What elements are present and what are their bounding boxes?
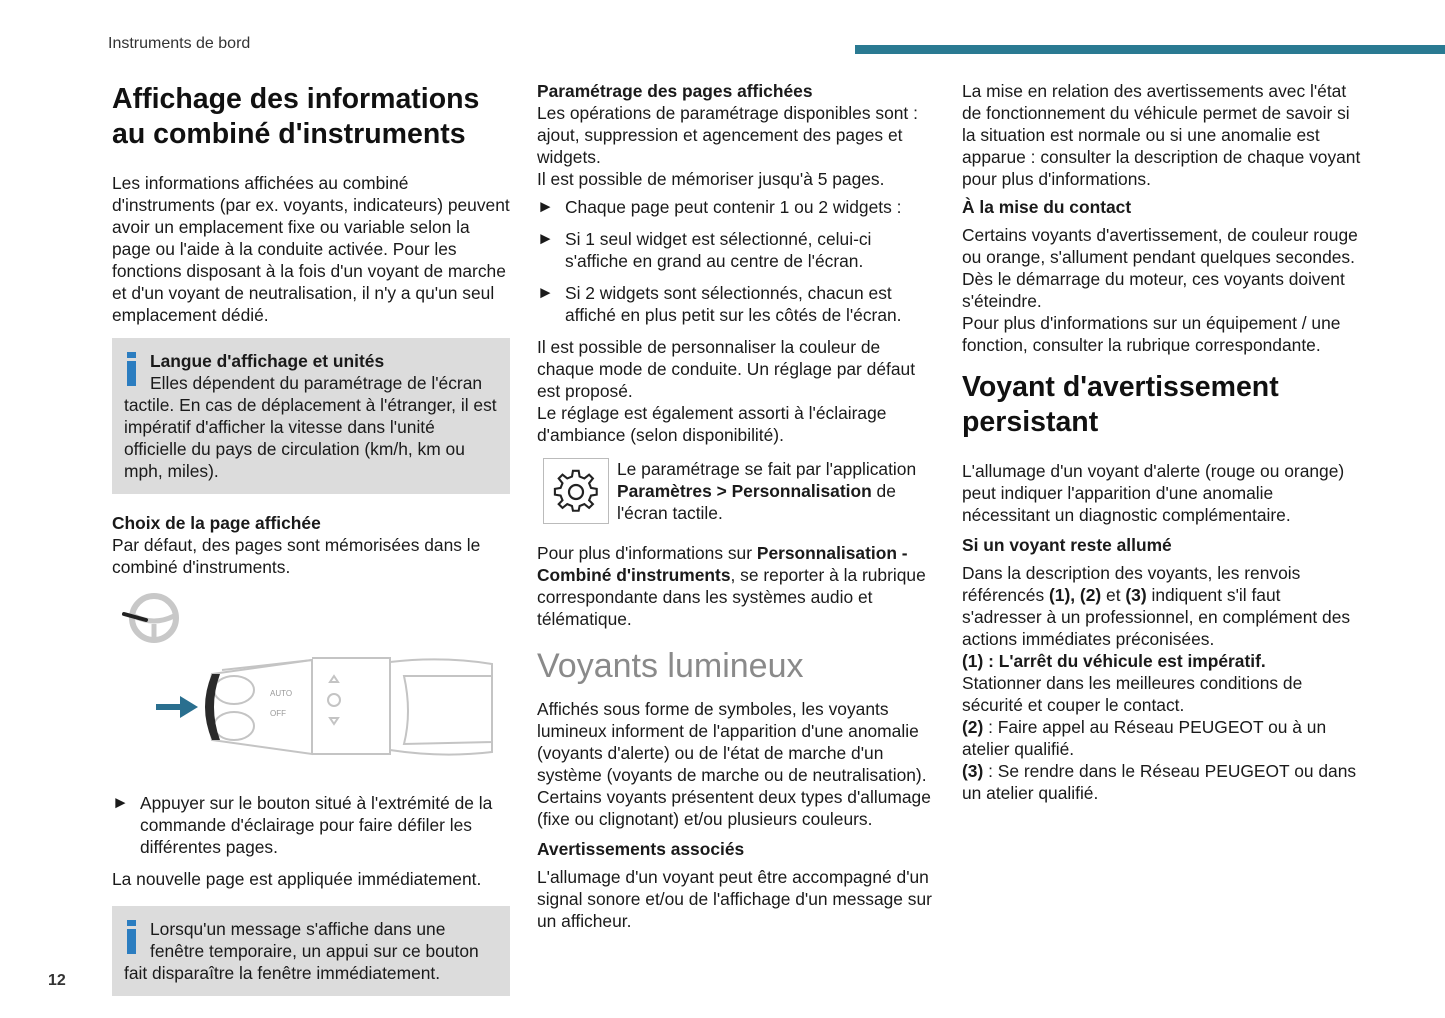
column-1 (112, 80, 510, 1014)
section-title: Affichage des informations au combiné d'instruments (112, 83, 480, 150)
info-box-title: Langue d'affichage et unités (150, 351, 385, 371)
svg-text:OFF: OFF (270, 709, 286, 718)
info-icon (124, 920, 138, 954)
bullet-two-widgets: ► Si 2 widgets sont sélectionnés, chacun est affiché en plus petit sur les côtés de l'écran. (537, 283, 902, 325)
more-info-paragraph: Pour plus d'informations sur Personnalisation - Combiné d'instruments, se reporter à la rubrique correspondante dans les systèmes audio et télématique. (537, 543, 926, 629)
intro-paragraph: Les informations affichées au combiné d'instruments (par ex. voyants, indicateurs) peuvent avoir un emplacement fixe ou variable selon la page ou l'aide à la conduite activée. Pour les fonctions disposant à la fois d'un voyant de marche et d'un voyant de neutralisation, il n'y a qu'un seul emplacement dédié. (112, 173, 510, 325)
subheading-ignition: À la mise du contact (962, 197, 1132, 217)
new-page-text: La nouvelle page est appliquée immédiatement. (112, 869, 482, 889)
header-accent-bar (855, 45, 1445, 54)
gear-icon (543, 458, 609, 524)
bullet-press-button: ► Appuyer sur le bouton situé à l'extrémité de la commande d'éclairage pour faire défiler les différentes pages. (112, 793, 493, 857)
subheading-page-choice: Choix de la page affichée (112, 513, 321, 533)
arrow-icon (156, 696, 198, 718)
persistent-warning-text: L'allumage d'un voyant d'alerte (rouge ou orange) peut indiquer l'apparition d'une anomalie nécessitant un diagnostic complémentaire. (962, 461, 1345, 525)
subheading-stays-on: Si un voyant reste allumé (962, 535, 1172, 555)
ignition-text-2: Pour plus d'informations sur un équipement / une fonction, consulter la rubrique correspondante. (962, 313, 1341, 355)
bullet-one-widget: ► Si 1 seul widget est sélectionné, celui-ci s'affiche en grand au centre de l'écran. (537, 229, 872, 271)
ignition-text-1: Certains voyants d'avertissement, de couleur rouge ou orange, s'allument pendant quelques secondes. Dès le démarrage du moteur, ces voyants doivent s'éteindre. (962, 225, 1358, 311)
triangle-bullet-icon: ► (537, 229, 554, 248)
settings-text-1: Les opérations de paramétrage disponibles sont : ajout, suppression et agencement des pages et widgets. (537, 103, 918, 167)
ref-1-text: Stationner dans les meilleures conditions de sécurité et couper le contact. (962, 673, 1303, 715)
info-box-text: Lorsqu'un message s'affiche dans une fenêtre temporaire, un appui sur ce bouton fait disparaître la fenêtre immédiatement. (124, 919, 479, 983)
subheading-associated-warnings: Avertissements associés (537, 839, 745, 859)
ref-3-text: (3) : Se rendre dans le Réseau PEUGEOT ou dans un atelier qualifié. (962, 761, 1357, 803)
triangle-bullet-icon: ► (112, 793, 129, 812)
settings-app-note: Le paramétrage se fait par l'application Paramètres > Personnalisation de l'écran tactile. (543, 458, 932, 524)
relation-text: La mise en relation des avertissements avec l'état de fonctionnement du véhicule permet de savoir si la situation est normale ou si une anomalie est apparue : consulter la description de chaque voyant pour plus d'informations. (962, 81, 1361, 189)
info-box-text: Elles dépendent du paramétrage de l'écran tactile. En cas de déplacement à l'étranger, il est impératif d'afficher la vitesse dans l'unité officielle du pays de circulation (km/h, km ou mph, miles). (124, 373, 497, 481)
triangle-bullet-icon: ► (537, 283, 554, 302)
info-icon (124, 352, 138, 386)
svg-text:AUTO: AUTO (270, 689, 293, 698)
column-2 (537, 80, 932, 938)
associated-warnings-text: L'allumage d'un voyant peut être accompagné d'un signal sonore et/ou de l'affichage d'un message sur un afficheur. (537, 867, 932, 931)
info-box-message (112, 906, 510, 996)
color-text-2: Le réglage est également assorti à l'éclairage d'ambiance (selon disponibilité). (537, 403, 887, 445)
ref-2-text: (2) : Faire appel au Réseau PEUGEOT ou à un atelier qualifié. (962, 717, 1327, 759)
bullet-widgets-per-page: ► Chaque page peut contenir 1 ou 2 widgets : (537, 197, 902, 217)
ref-1-title: (1) : L'arrêt du véhicule est impératif. (962, 651, 1266, 671)
section-title-persistent-warning: Voyant d'avertissement persistant (962, 371, 1279, 438)
triangle-bullet-icon: ► (537, 197, 554, 216)
lighting-stalk (208, 658, 492, 755)
lighting-stalk-illustration (112, 592, 510, 782)
subheading-page-settings: Paramétrage des pages affichées (537, 81, 813, 101)
section-title-voyants: Voyants lumineux (537, 647, 804, 685)
steering-wheel-icon (124, 596, 176, 640)
voyants-text: Affichés sous forme de symboles, les voyants lumineux informent de l'apparition d'une anomalie (voyants d'alerte) ou de l'état de marche d'un système (voyants de marche ou de neutralisation). Certains voyants présentent deux types d'allumage (fixe ou clignotant) et/ou plusieurs couleurs. (537, 699, 931, 829)
settings-text-2: Il est possible de mémoriser jusqu'à 5 pages. (537, 169, 885, 189)
stays-on-text: Dans la description des voyants, les renvois référencés (1), (2) et (3) indiquent s'il faut s'adresser à un professionnel, en complément des actions immédiates préconisées. (962, 563, 1351, 649)
page-number: 12 (48, 972, 66, 989)
color-text-1: Il est possible de personnaliser la couleur de chaque mode de conduite. Un réglage par défaut est proposé. (537, 337, 916, 401)
info-box-language (112, 338, 510, 494)
header-section-label: Instruments de bord (108, 35, 251, 52)
page-choice-text: Par défaut, des pages sont mémorisées dans le combiné d'instruments. (112, 535, 481, 577)
column-3 (962, 80, 1362, 804)
